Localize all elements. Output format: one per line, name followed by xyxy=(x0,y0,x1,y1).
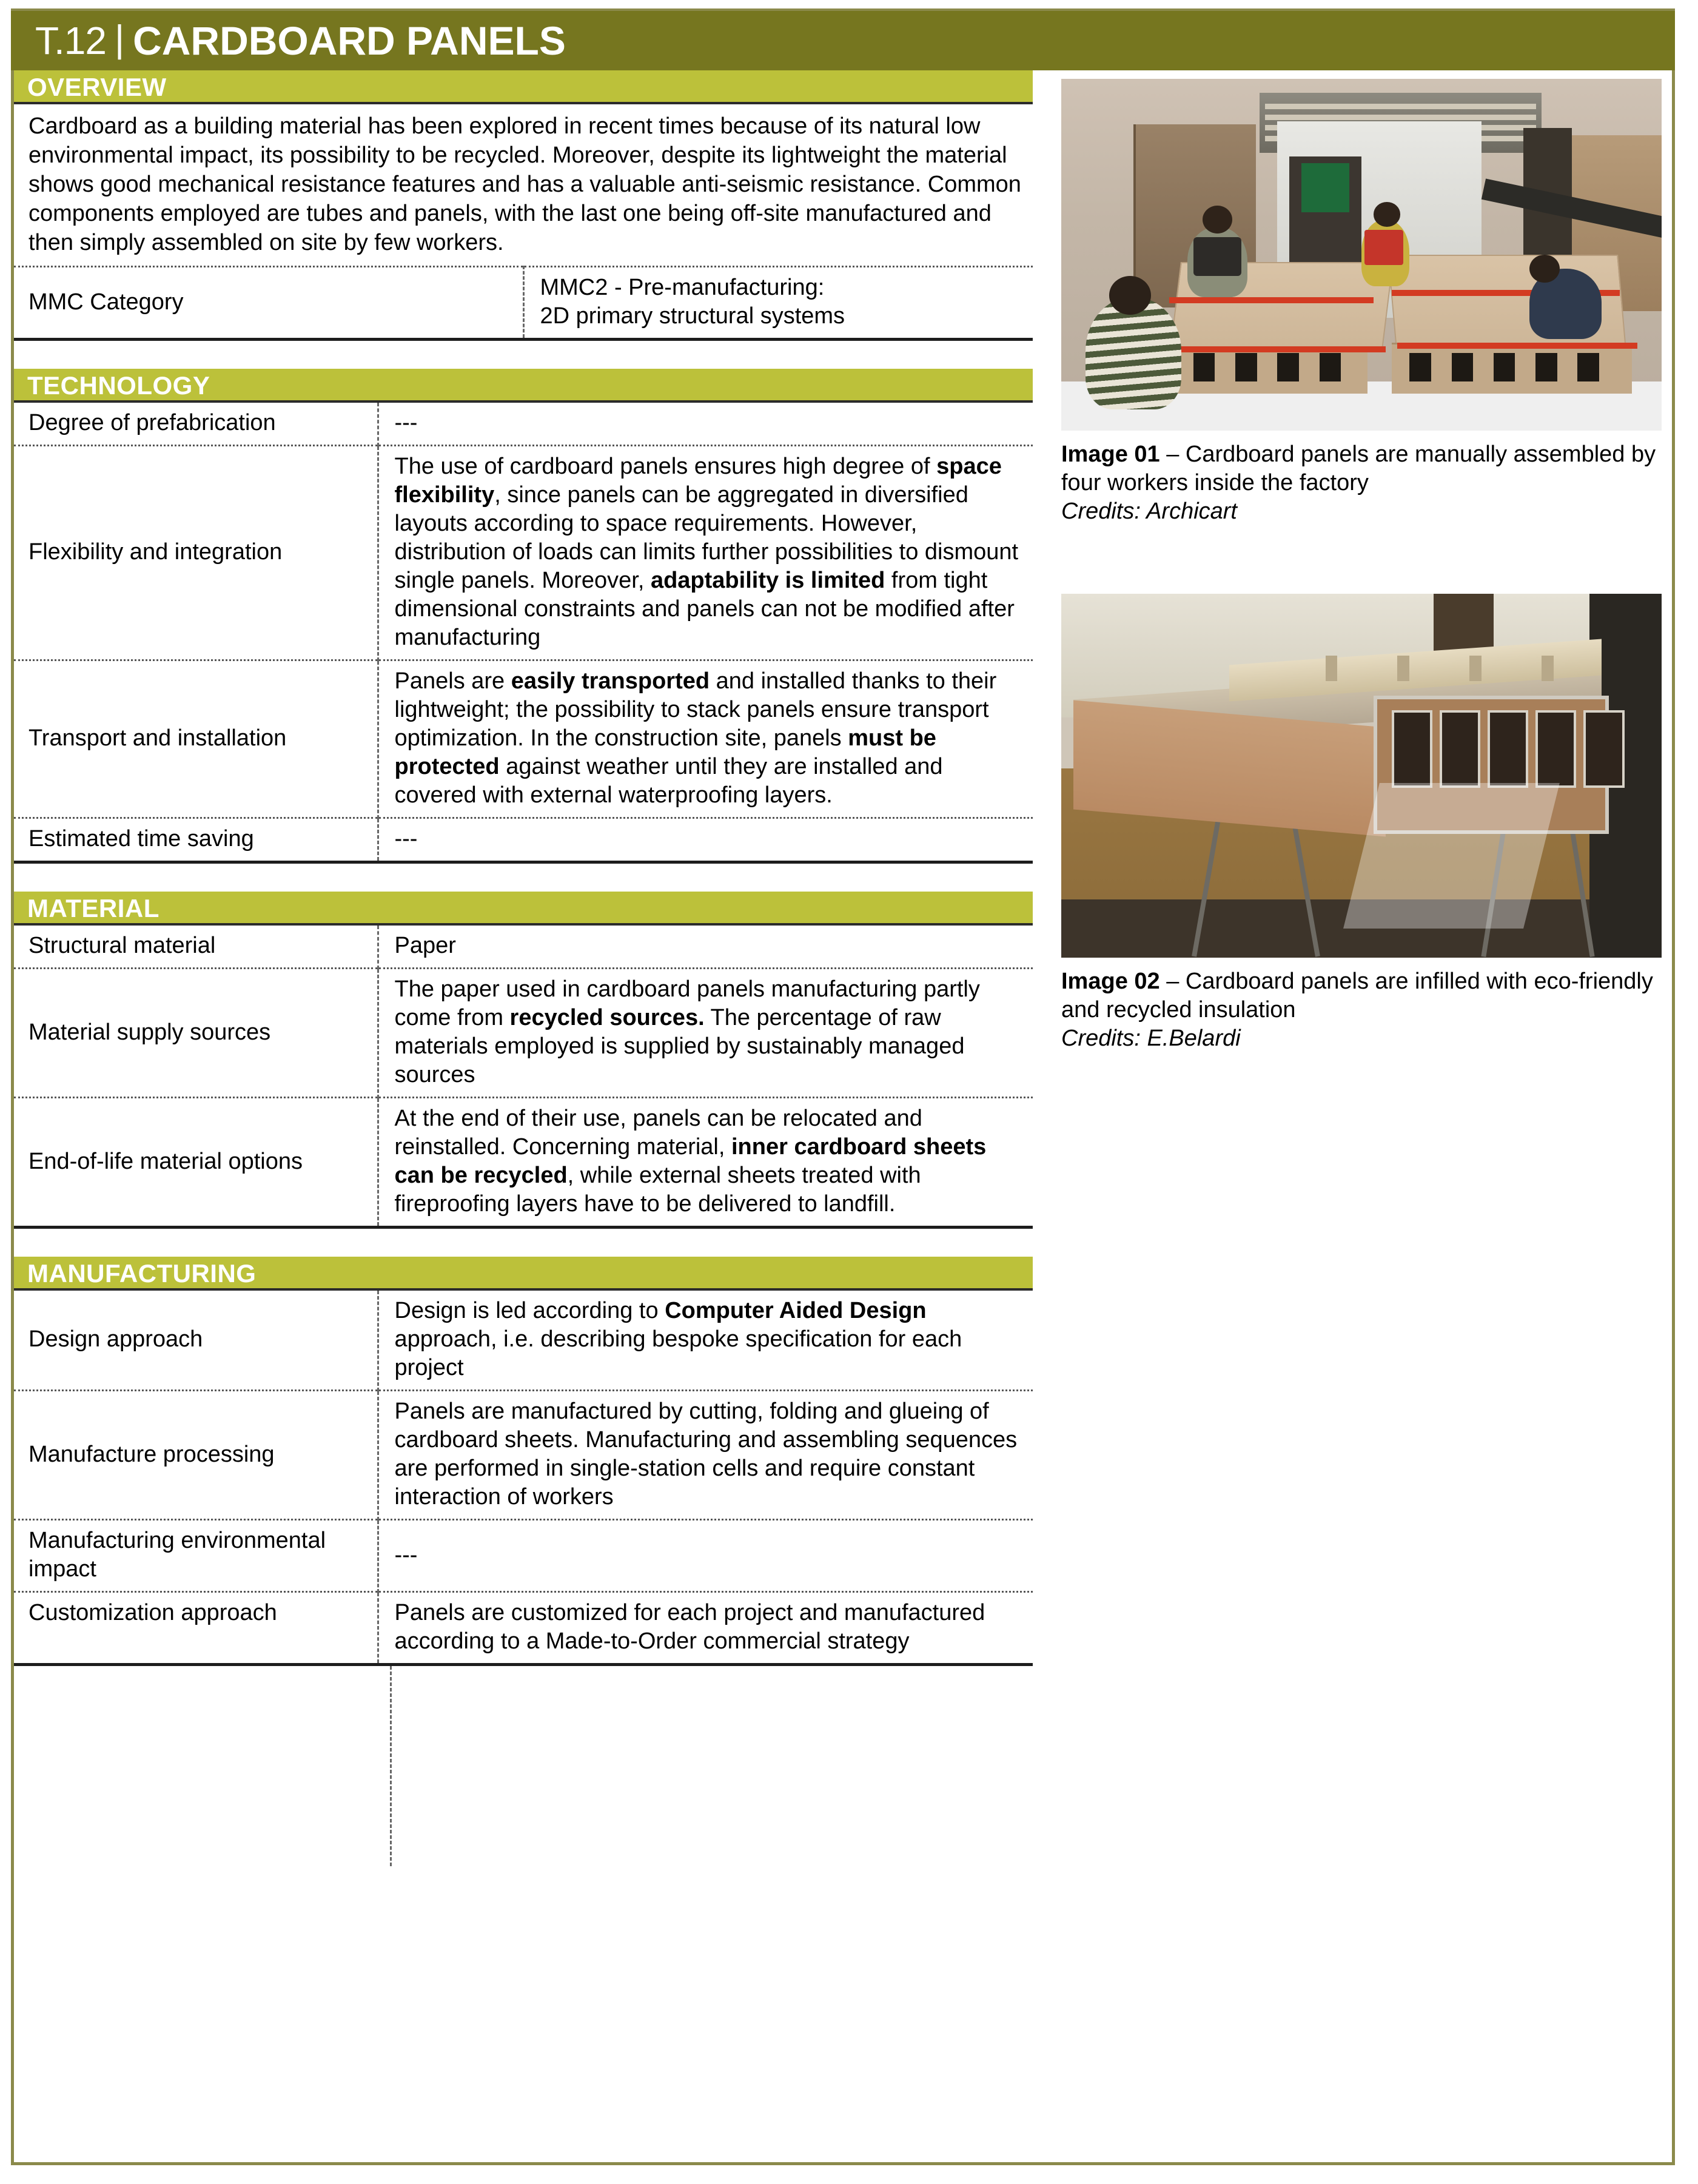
row-label: Degree of prefabrication xyxy=(14,403,378,446)
row-value: --- xyxy=(378,403,1033,446)
section-header-overview: OVERVIEW xyxy=(14,70,1033,104)
photo-factory-assembly xyxy=(1061,79,1662,431)
row-value: Panels are easily transported and installed thanks to their lightweight; the possibility to stack panels ensure transport optimization. In the construction site, panels must be protected against weather until they are installed and covered with external waterproofing layers. xyxy=(378,660,1033,818)
row-label: Transport and installation xyxy=(14,660,378,818)
table-row xyxy=(14,1098,1033,1228)
table-row xyxy=(14,104,1033,267)
image-column xyxy=(1061,79,1662,1053)
row-value: Panels are manufactured by cutting, folding and glueing of cardboard sheets. Manufacturing and assembling sequences are performed in single-station cells and require constant interaction of workers xyxy=(378,1391,1033,1520)
row-value xyxy=(523,267,1033,340)
row-label: Estimated time saving xyxy=(14,818,378,862)
table-row xyxy=(14,1592,1033,1665)
row-label: End-of-life material options xyxy=(14,1098,378,1228)
image-caption-text: Cardboard panels are manually assembled by four workers inside the factory xyxy=(1061,442,1656,496)
image-caption-dash: – xyxy=(1159,969,1186,994)
row-value: Paper xyxy=(378,926,1033,969)
row-label: Flexibility and integration xyxy=(14,446,378,660)
section-spacer xyxy=(14,341,1033,369)
section-header-technology: TECHNOLOGY xyxy=(14,369,1033,403)
section-header-manufacturing: MANUFACTURING xyxy=(14,1257,1033,1291)
table-manufacturing xyxy=(14,1291,1033,1666)
table-row xyxy=(14,267,1033,340)
row-value: Panels are customized for each project and manufactured according to a Made-to-Order commercial strategy xyxy=(378,1592,1033,1665)
mmc-line-2: 2D primary structural systems xyxy=(540,303,845,329)
table-row xyxy=(14,403,1033,446)
photo-panel-insulation xyxy=(1061,594,1662,958)
table-row xyxy=(14,969,1033,1098)
image-spacer xyxy=(1061,526,1662,594)
content-column xyxy=(14,70,1033,1866)
image-caption-label: Image 01 xyxy=(1061,442,1160,467)
row-label: Material supply sources xyxy=(14,969,378,1098)
row-value: The use of cardboard panels ensures high degree of space flexibility, since panels can be aggregated in diversified layouts according to space requirements. However, distribution of loads can limits further possibilities to dismount single panels. Moreover, adaptability is limited from tight dimensional constraints and panels can not be modified after manufacturing xyxy=(378,446,1033,660)
image-caption-1 xyxy=(1061,440,1662,526)
row-label: Design approach xyxy=(14,1291,378,1391)
row-value: Design is led according to Computer Aided Design approach, i.e. describing bespoke specification for each project xyxy=(378,1291,1033,1391)
table-row xyxy=(14,1291,1033,1391)
row-value: --- xyxy=(378,818,1033,862)
image-caption-label: Image 02 xyxy=(1061,969,1160,994)
overview-paragraph: Cardboard as a building material has been explored in recent times because of its natural low environmental impact, its possibility to be recycled. Moreover, despite its lightweight the material shows good mechanical resistance features and has a valuable anti-seismic resistance. Common components employed are tubes and panels, with the last one being off-site manufactured and then simply assembled on site by few workers. xyxy=(14,104,1033,267)
page-title: CARDBOARD PANELS xyxy=(133,18,566,63)
row-value: At the end of their use, panels can be relocated and reinstalled. Concerning material, inner cardboard sheets can be recycled, while external sheets treated with fireproofing layers have to be delivered to landfill. xyxy=(378,1098,1033,1228)
mmc-line-1: MMC2 - Pre-manufacturing: xyxy=(540,275,825,300)
table-row xyxy=(14,926,1033,969)
section-spacer xyxy=(14,1229,1033,1257)
table-overview xyxy=(14,104,1033,341)
table-material xyxy=(14,926,1033,1229)
row-label: Manufacture processing xyxy=(14,1391,378,1520)
image-credits: Credits: E.Belardi xyxy=(1061,1026,1241,1051)
row-label: MMC Category xyxy=(14,267,523,340)
table-row xyxy=(14,446,1033,660)
image-caption-dash: – xyxy=(1159,442,1186,467)
table-row xyxy=(14,1391,1033,1520)
row-label: Structural material xyxy=(14,926,378,969)
table-row xyxy=(14,1520,1033,1592)
section-header-material: MATERIAL xyxy=(14,892,1033,926)
table-row xyxy=(14,818,1033,862)
sheet-code: T.12 xyxy=(35,19,106,62)
image-caption-text: Cardboard panels are infilled with eco-friendly and recycled insulation xyxy=(1061,969,1653,1023)
image-caption-2 xyxy=(1061,967,1662,1053)
table-row xyxy=(14,660,1033,818)
title-separator: | xyxy=(114,18,125,60)
row-value: --- xyxy=(378,1520,1033,1592)
image-credits: Credits: Archicart xyxy=(1061,499,1237,524)
document-title-bar xyxy=(11,11,1675,70)
table-bottom-filler xyxy=(14,1666,1033,1866)
table-technology xyxy=(14,403,1033,864)
row-label: Customization approach xyxy=(14,1592,378,1665)
section-spacer xyxy=(14,864,1033,892)
row-label: Manufacturing environmental impact xyxy=(14,1520,378,1592)
row-value: The paper used in cardboard panels manufacturing partly come from recycled sources. The percentage of raw materials employed is supplied by sustainably managed sources xyxy=(378,969,1033,1098)
